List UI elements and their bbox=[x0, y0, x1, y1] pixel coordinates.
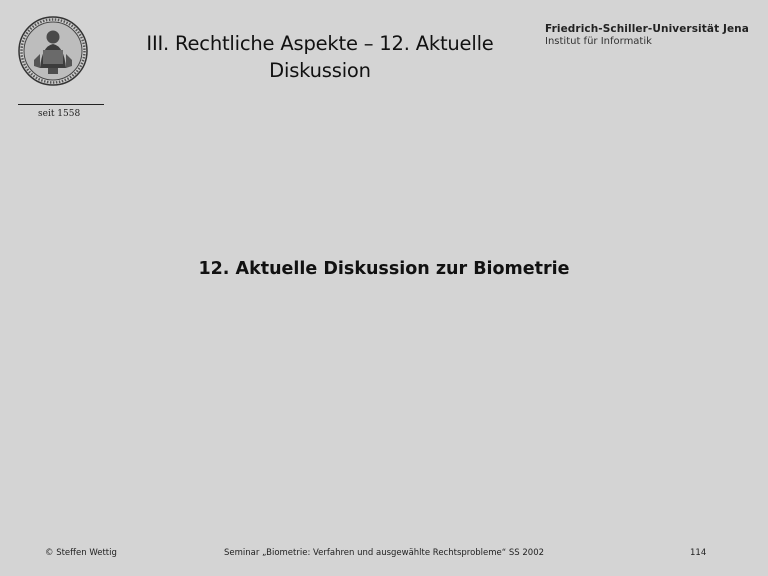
slide-title-line-2: Diskussion bbox=[269, 59, 371, 82]
footer-page-number: 114 bbox=[690, 548, 707, 558]
slide-title bbox=[130, 30, 510, 84]
slide-title-line-1: III. Rechtliche Aspekte – 12. Aktuelle bbox=[146, 32, 494, 55]
seal-rule bbox=[18, 104, 104, 105]
institution-name: Friedrich-Schiller-Universität Jena bbox=[545, 23, 749, 35]
footer-author: © Steffen Wettig bbox=[45, 548, 117, 558]
footer-seminar: Seminar „Biometrie: Verfahren und ausgewählte Rechtsprobleme“ SS 2002 bbox=[223, 548, 545, 558]
seal-icon bbox=[18, 16, 88, 86]
main-heading: 12. Aktuelle Diskussion zur Biometrie bbox=[198, 259, 570, 279]
institution-department: Institut für Informatik bbox=[545, 36, 652, 47]
institution-block bbox=[545, 23, 749, 47]
seal-caption: seit 1558 bbox=[38, 109, 81, 119]
